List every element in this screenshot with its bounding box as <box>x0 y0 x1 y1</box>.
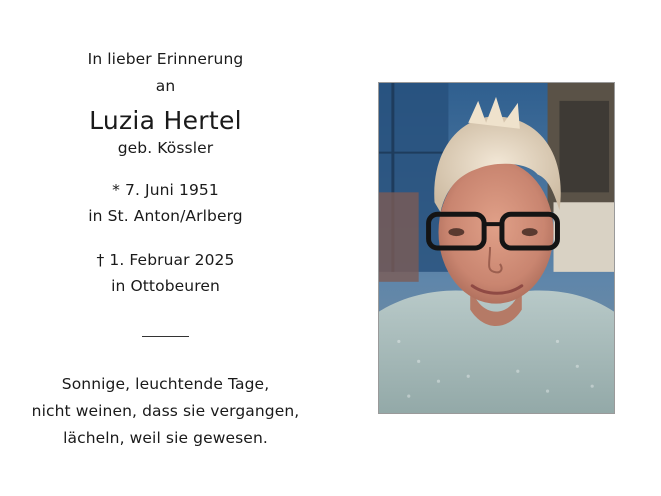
divider-line <box>142 336 189 337</box>
intro-line: In lieber Erinnerung <box>87 50 244 68</box>
verse-line-1: Sonnige, leuchtende Tage, <box>61 375 270 393</box>
death-date: † 1. Februar 2025 <box>96 251 235 269</box>
birth-date: * 7. Juni 1951 <box>112 181 219 199</box>
maiden-name: geb. Kössler <box>117 139 214 157</box>
verse-line-3: lächeln, weil sie gewesen. <box>63 429 268 447</box>
death-place: in Ottobeuren <box>111 277 220 295</box>
deceased-name: Luzia Hertel <box>89 106 242 135</box>
portrait-photo <box>378 82 615 414</box>
birth-place: in St. Anton/Arlberg <box>88 207 243 225</box>
portrait-illustration <box>379 83 614 413</box>
verse-line-2: nicht weinen, dass sie vergangen, <box>31 402 300 420</box>
intro-line-an: an <box>155 77 176 95</box>
